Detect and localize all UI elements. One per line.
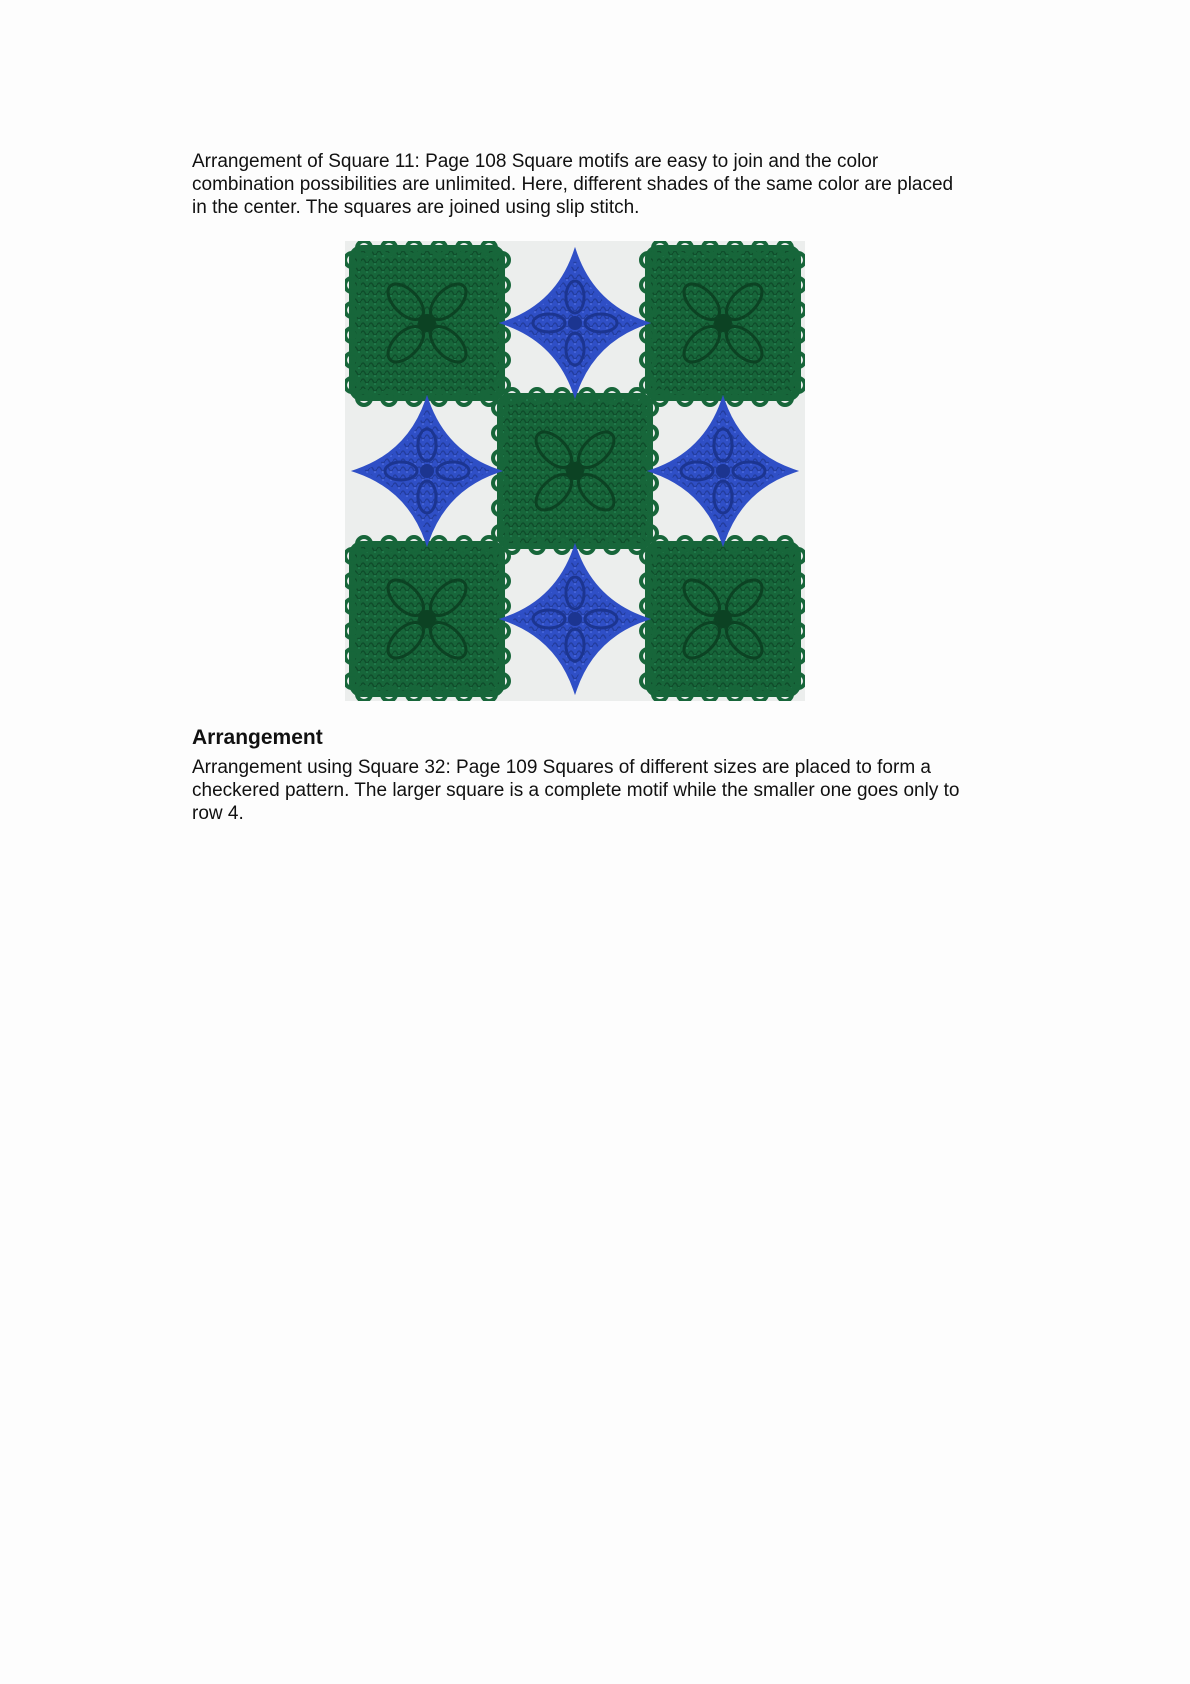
arrangement-paragraph: Arrangement using Square 32: Page 109 Squares of different sizes are placed to form a checkered pattern. The larger square is a complete motif while the smaller one goes only to row 4. [192,757,960,824]
green-square-motif [641,537,805,701]
green-square-motif [641,241,805,405]
green-square-motif [345,241,509,405]
crochet-arrangement-photo [345,241,805,701]
blue-diamond-motif [357,401,497,541]
blue-diamond-motif [505,253,645,393]
section-heading: Arrangement [192,726,323,749]
blue-diamond-motif [653,401,793,541]
intro-paragraph: Arrangement of Square 11: Page 108 Square motifs are easy to join and the color combination possibilities are unlimited. Here, different shades of the same color are placed in the center. The squares are joined using slip stitch. [192,151,954,218]
green-square-motif [345,537,509,701]
green-square-motif [493,389,657,553]
blue-diamond-motif [505,549,645,689]
crochet-motif-illustration [345,241,805,701]
